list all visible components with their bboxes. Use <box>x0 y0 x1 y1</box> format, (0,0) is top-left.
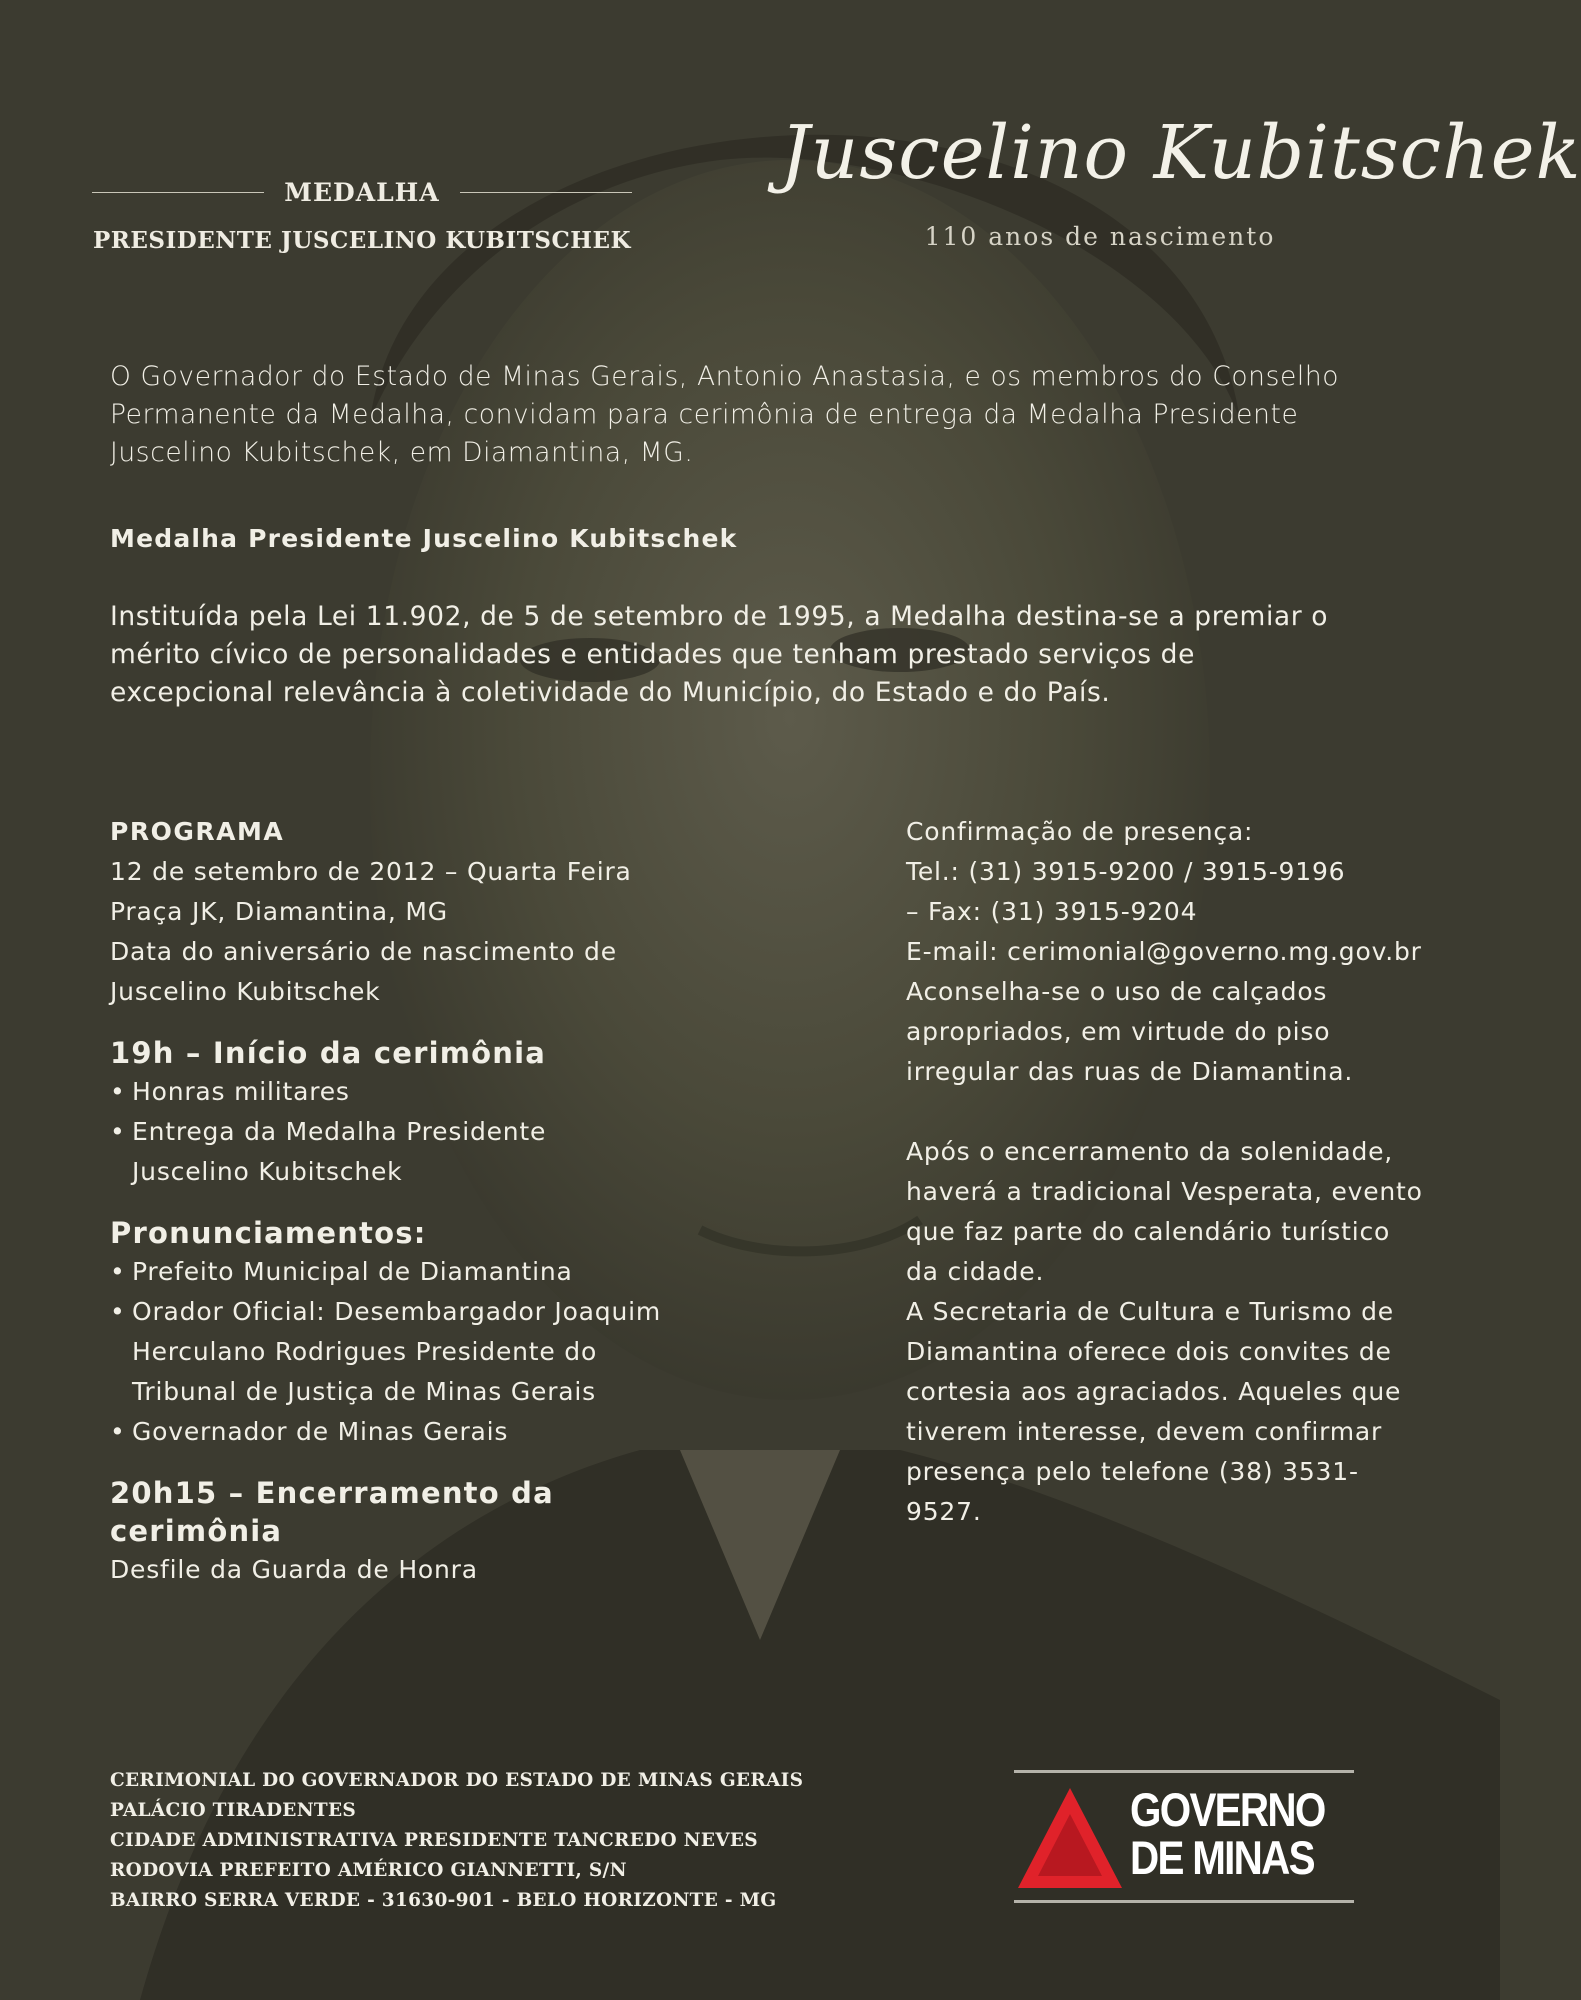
program-column <box>110 812 670 1590</box>
medal-label: MEDALHA <box>284 178 440 207</box>
medal-section-title: Medalha Presidente Juscelino Kubitschek <box>110 524 738 553</box>
script-title: Juscelino Kubitschek <box>780 110 1581 196</box>
divider <box>460 192 632 193</box>
governo-de-minas-logo <box>1014 1770 1354 1904</box>
rsvp-column <box>906 812 1426 1532</box>
program-date: 12 de setembro de 2012 – Quarta Feira <box>110 857 632 886</box>
rsvp-tel: Tel.: (31) 3915-9200 / 3915-9196 <box>906 857 1346 886</box>
medal-section-description: Instituída pela Lei 11.902, de 5 de setembro de 1995, a Medalha destina-se a premiar o mérito cívico de personalidades e entidades que tenham prestado serviços de excepcional relevância à coletividade do Município, do Estado e do País. <box>110 601 1329 708</box>
ceremony-end-detail: Desfile da Guarda de Honra <box>110 1555 478 1584</box>
program-place: Praça JK, Diamantina, MG <box>110 897 448 926</box>
subtitle: 110 anos de nascimento <box>924 222 1276 251</box>
speeches-title: Pronunciamentos: <box>110 1216 427 1250</box>
medal-name: PRESIDENTE JUSCELINO KUBITSCHEK <box>92 227 632 254</box>
list-item: • Orador Oficial: Desembargador Joaquim Herculano Rodrigues Presidente do Tribunal de Justiça de Minas Gerais <box>110 1292 670 1412</box>
medal-heading <box>92 178 632 254</box>
vesperata-note: Após o encerramento da solenidade, haverá a tradicional Vesperata, evento que faz parte do calendário turístico da cidade. <box>906 1137 1423 1286</box>
divider <box>1014 1770 1354 1773</box>
address-line: CIDADE ADMINISTRATIVA PRESIDENTE TANCREDO NEVES <box>110 1830 758 1851</box>
logo-text <box>1130 1783 1325 1884</box>
address-line: PALÁCIO TIRADENTES <box>110 1800 357 1821</box>
ceremony-end-title: 20h15 – Encerramento da cerimônia <box>110 1476 554 1548</box>
footer-address <box>110 1766 803 1916</box>
divider <box>1014 1900 1354 1903</box>
rsvp-email[interactable]: E-mail: cerimonial@governo.mg.gov.br <box>906 937 1422 966</box>
intro-paragraph: O Governador do Estado de Minas Gerais, Antonio Anastasia, e os membros do Conselho Permanente da Medalha, convidam para cerimônia de entrega da Medalha Presidente Juscelino Kubitschek, em Diamantina, MG. <box>110 361 1340 468</box>
list-item: • Governador de Minas Gerais <box>110 1412 670 1452</box>
address-line: RODOVIA PREFEITO AMÉRICO GIANNETTI, S/N <box>110 1860 627 1881</box>
address-line: CERIMONIAL DO GOVERNADOR DO ESTADO DE MINAS GERAIS <box>110 1770 804 1791</box>
logo-line1: GOVERNO <box>1130 1783 1325 1836</box>
triangle-icon <box>1014 1784 1126 1896</box>
list-item: • Entrega da Medalha Presidente Juscelino Kubitschek <box>110 1112 670 1192</box>
list-item: • Honras militares <box>110 1072 670 1112</box>
program-note: Data do aniversário de nascimento de Juscelino Kubitschek <box>110 937 617 1006</box>
list-item: • Prefeito Municipal de Diamantina <box>110 1252 670 1292</box>
logo-line2: DE MINAS <box>1130 1831 1314 1884</box>
rsvp-fax: – Fax: (31) 3915-9204 <box>906 897 1198 926</box>
rsvp-advice: Aconselha-se o uso de calçados apropriados, em virtude do piso irregular das ruas de Diamantina. <box>906 977 1354 1086</box>
program-label: PROGRAMA <box>110 817 285 846</box>
ceremony-start-title: 19h – Início da cerimônia <box>110 1036 547 1070</box>
divider <box>92 192 264 193</box>
invites-note: A Secretaria de Cultura e Turismo de Diamantina oferece dois convites de cortesia aos agraciados. Aqueles que tiverem interesse, devem confirmar presença pelo telefone (38) 3531-9527. <box>906 1297 1402 1526</box>
rsvp-label: Confirmação de presença: <box>906 817 1254 846</box>
address-line: BAIRRO SERRA VERDE - 31630-901 - BELO HORIZONTE - MG <box>110 1890 777 1911</box>
